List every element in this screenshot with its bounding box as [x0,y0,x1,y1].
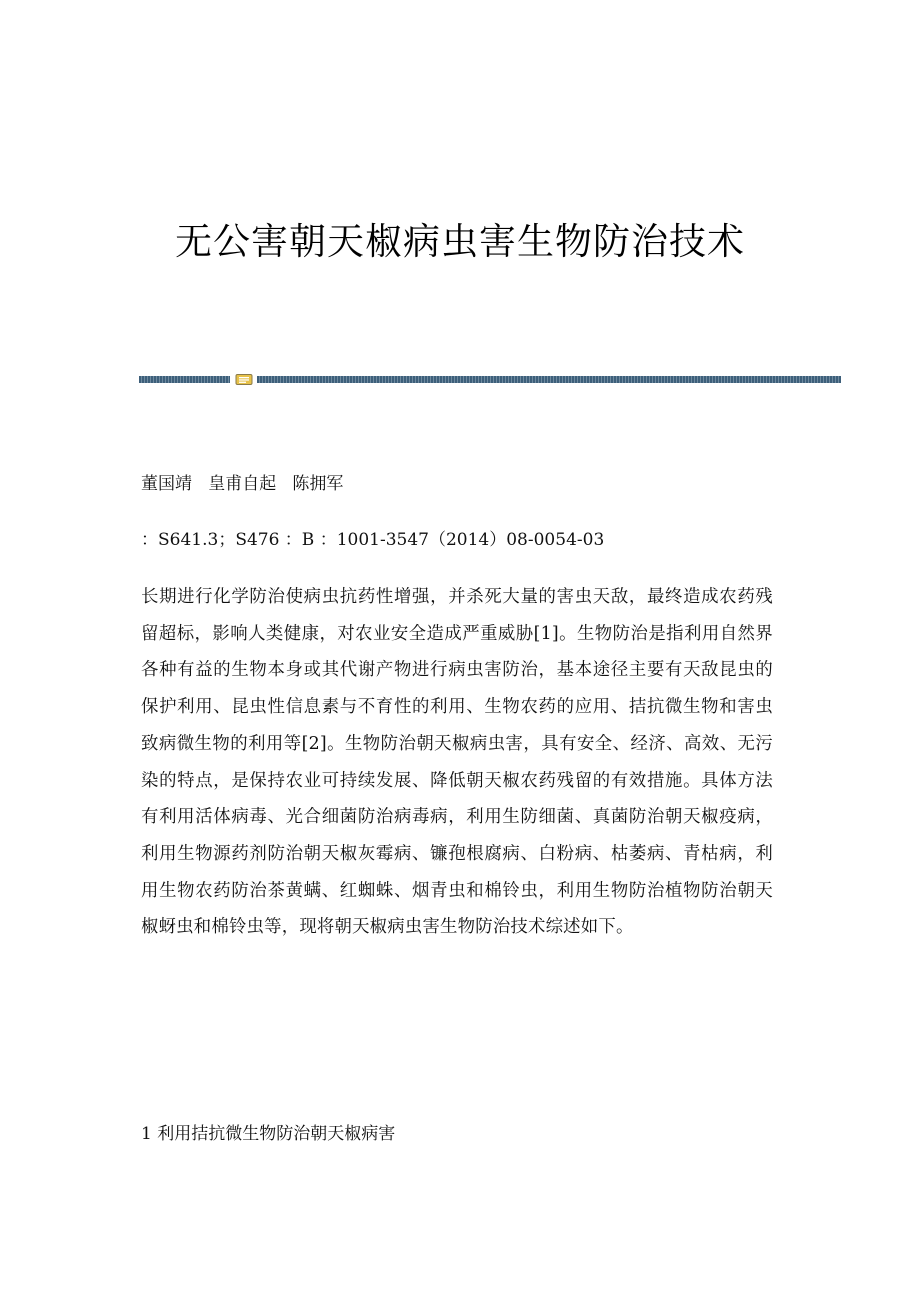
classification-line: ：S641.3；S476 ：B ：1001-3547（2014）08-0054-03 [141,530,605,550]
document-title: 无公害朝天椒病虫害生物防治技术 [175,220,745,263]
author-list: 董国靖 皇甫自起 陈拥军 [141,474,344,494]
divider-bar-left [139,376,230,383]
section-heading: 1 利用拮抗微生物防治朝天椒病害 [141,1124,396,1144]
abstract-paragraph: 长期进行化学防治使病虫抗药性增强，并杀死大量的害虫天敌，最终造成农药残留超标，影响人类健康，对农业安全造成严重威胁[1]。生物防治是指利用自然界各种有益的生物本身或其代谢产物进行病虫害防治，基本途径主要有天敌昆虫的保护利用、昆虫性信息素与不育性的利用、生物农药的应用、拮抗微生物和害虫致病微生物的利用等[2]。生物防治朝天椒病虫害，具有安全、经济、高效、无污染的特点，是保持农业可持续发展、降低朝天椒农药残留的有效措施。具体方法有利用活体病毒、光合细菌防治病毒病，利用生防细菌、真菌防治朝天椒疫病，利用生物源药剂防治朝天椒灰霉病、镰孢根腐病、白粉病、枯萎病、青枯病，利用生物农药防治茶黄螨、红蜘蛛、烟青虫和棉铃虫，利用生物防治植物防治朝天椒蚜虫和棉铃虫等，现将朝天椒病虫害生物防治技术综述如下。 [141,587,773,938]
divider-bar-right [257,376,841,383]
divider-ornament-icon [235,373,253,386]
title-divider [139,373,841,387]
